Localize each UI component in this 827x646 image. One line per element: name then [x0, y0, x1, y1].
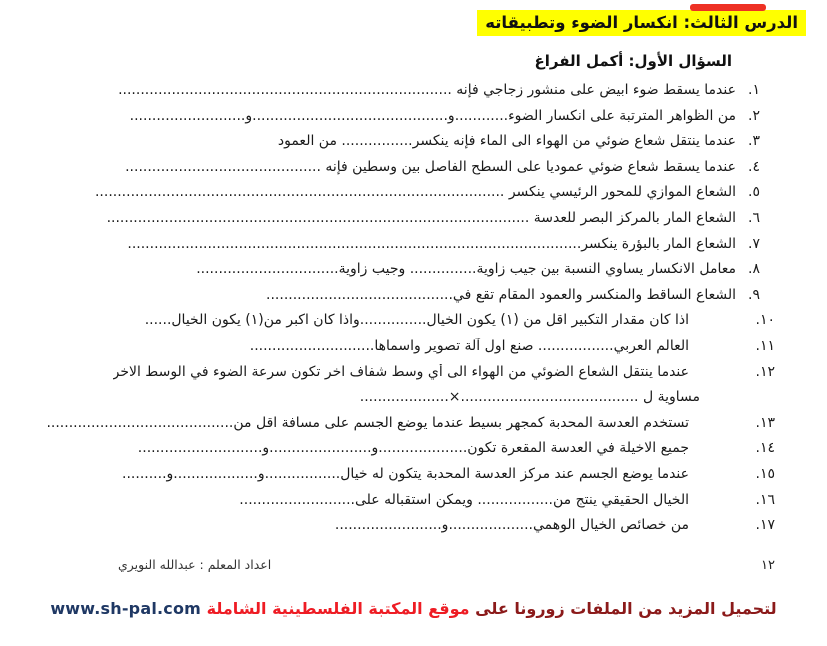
item-text: اذا كان مقدار التكبير اقل من (١) يكون الخيال...............واذا كان اكبر من(١) يكون الخيال......: [144, 312, 689, 329]
item-text: عندما يسقط ضوء ابيض على منشور زجاجي فإنه ...........................................................................: [118, 82, 736, 98]
question-header: السؤال الأول: أكمل الفراغ: [534, 52, 732, 70]
item-row-1: [40, 82, 775, 108]
red-pen-mark: [690, 4, 766, 11]
item-row-10: [40, 312, 775, 338]
item-text: العالم العربي................. صنع اول آلة تصوير واسماها............................: [249, 337, 689, 354]
item-text: الشعاع الساقط والمنكسر والعمود المقام تقع في..........................................: [266, 286, 736, 303]
item-text: من خصائص الخيال الوهمي...................و........................: [334, 517, 689, 534]
item-row-9: [40, 287, 775, 313]
item-number: ٩.: [748, 286, 760, 303]
item-number: ١٢.: [755, 363, 775, 380]
item-text: عندما يوضع الجسم عند مركز العدسة المحدبة يتكون له خيال.................و...................و..........: [122, 465, 689, 482]
item-number: ٨.: [748, 261, 760, 278]
item-text: جميع الاخيلة في العدسة المقعرة تكون....................و.......................و............................: [137, 440, 689, 457]
item-number: ١٠.: [755, 312, 775, 329]
item-row-3: [40, 133, 775, 159]
item-row-8: [40, 261, 775, 287]
item-row-13: [40, 415, 775, 441]
item-number: ١٤.: [755, 440, 775, 457]
item-row-14: [40, 440, 775, 466]
item-row-12-continuation: [40, 389, 775, 415]
item-row-2: [40, 108, 775, 134]
page-footer: [0, 543, 827, 573]
bottom-banner: [0, 599, 827, 618]
item-number: ١٥.: [755, 465, 775, 482]
item-number: ٦.: [748, 209, 760, 226]
item-number: ١٧.: [755, 517, 775, 534]
item-row-6: [40, 210, 775, 236]
item-text: عندما ينتقل الشعاع الضوئي من الهواء الى أي وسط شفاف اخر تكون سرعة الضوء في الوسط الاخر: [112, 363, 689, 380]
item-text: الشعاع الموازي للمحور الرئيسي ينكسر ............................................................................................: [94, 184, 736, 201]
item-text: معامل الانكسار يساوي النسبة بين جيب زاوية............... وجيب زاوية................................: [196, 261, 736, 278]
item-number: ٤.: [748, 158, 760, 175]
prepared-by: اعداد المعلم : عبدالله النويري: [118, 556, 272, 572]
item-number: ٧.: [748, 235, 760, 252]
item-row-16: [40, 492, 775, 518]
banner-url-link[interactable]: www.sh-pal.com: [50, 598, 202, 618]
item-number: ٣.: [748, 133, 760, 150]
item-text: مساوية ل ........................................×....................: [359, 389, 700, 406]
item-number: ١١.: [755, 337, 775, 354]
item-text: الخيال الحقيقي ينتج من................. ويمكن استقباله على..........................: [239, 491, 689, 508]
item-text: من الظواهر المترتبة على انكسار الضوء............و............................................و..........................: [129, 107, 736, 124]
item-number: ١٦.: [755, 491, 775, 508]
item-row-11: [40, 338, 775, 364]
item-text: تستخدم العدسة المحدبة كمجهر بسيط عندما يوضع الجسم على مسافة اقل من..........................................: [46, 414, 689, 431]
item-number: ١٣.: [755, 414, 775, 431]
item-text: الشعاع المار بالبؤرة ينكسر......................................................................................................: [127, 235, 736, 252]
item-number: ١.: [748, 82, 760, 98]
lesson-title: الدرس الثالث: انكسار الضوء وتطبيقاته: [477, 10, 806, 36]
item-row-12: [40, 364, 775, 390]
banner-download-text: لتحميل المزيد من الملفات زورونا على: [475, 598, 777, 618]
item-number: ٥.: [748, 184, 760, 201]
item-number: ٢.: [748, 107, 760, 124]
banner-site-name: موقع المكتبة الفلسطينية الشاملة: [206, 598, 470, 618]
item-row-17: [40, 517, 775, 543]
fill-blank-list: [0, 70, 827, 543]
item-text: عندما ينتقل شعاع ضوئي من الهواء الى الماء فإنه ينكسر................ من العمود: [277, 133, 736, 150]
item-row-15: [40, 466, 775, 492]
item-row-4: [40, 159, 775, 185]
item-row-5: [40, 184, 775, 210]
item-text: الشعاع المار بالمركز البصر للعدسة ...............................................................................................: [106, 209, 736, 226]
item-row-7: [40, 236, 775, 262]
page-number: ١٢: [761, 557, 775, 573]
item-text: عندما يسقط شعاع ضوئي عموديا على السطح الفاصل بين وسطين فإنه ............................................: [125, 158, 736, 175]
